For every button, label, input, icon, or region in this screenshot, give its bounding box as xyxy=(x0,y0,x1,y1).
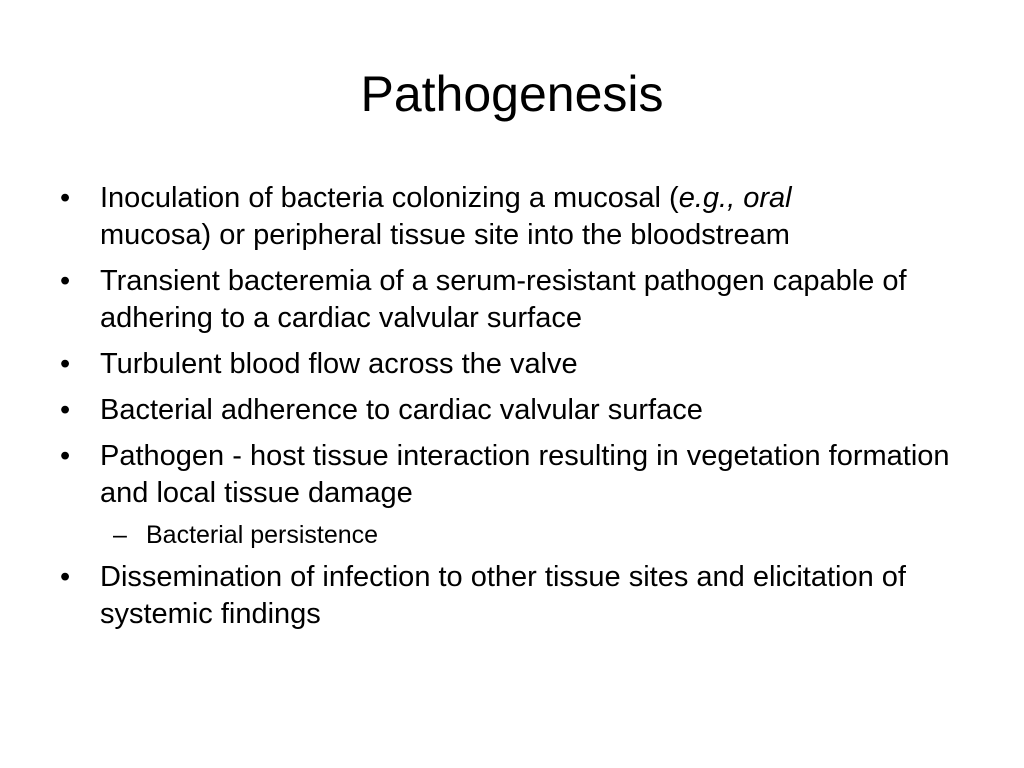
bullet-text: Dissemination of infection to other tissue sites and elicitation of systemic findings xyxy=(100,561,906,630)
bullet-text: Pathogen - host tissue interaction resulting in vegetation formation and local tissue damage xyxy=(100,440,950,509)
bullet-text-italic: e.g., oral xyxy=(678,182,792,214)
bullet-icon: • xyxy=(60,440,71,472)
bullet-icon: • xyxy=(60,182,71,214)
bullet-item xyxy=(58,438,958,512)
bullet-item xyxy=(58,180,958,254)
bullet-icon: • xyxy=(60,561,71,593)
slide-title: Pathogenesis xyxy=(360,66,664,122)
bullet-item xyxy=(58,346,958,383)
bullet-text: Turbulent blood flow across the valve xyxy=(100,348,578,380)
bullet-icon: • xyxy=(60,265,71,297)
bullet-item xyxy=(58,392,958,429)
sub-bullet-text: Bacterial persistence xyxy=(146,521,379,549)
bullet-text-part: mucosa) or peripheral tissue site into the bloodstream xyxy=(100,219,790,251)
bullet-item xyxy=(58,263,958,337)
dash-icon: – xyxy=(113,521,127,549)
bullet-list xyxy=(58,180,958,642)
bullet-text-part: Inoculation of bacteria colonizing a mucosal ( xyxy=(100,182,679,214)
bullet-item xyxy=(58,559,958,633)
bullet-icon: • xyxy=(60,394,71,426)
bullet-text: Bacterial adherence to cardiac valvular surface xyxy=(100,394,703,426)
bullet-icon: • xyxy=(60,348,71,380)
sub-bullet-item xyxy=(58,519,958,551)
bullet-text: Transient bacteremia of a serum-resistant pathogen capable of adhering to a cardiac valvular surface xyxy=(100,265,907,334)
